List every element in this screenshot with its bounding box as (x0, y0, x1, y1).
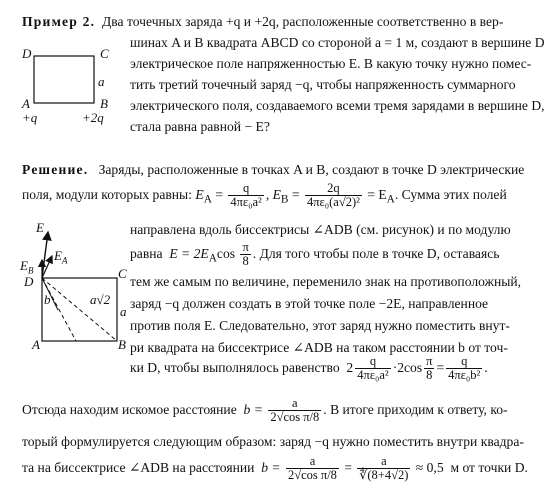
solution-line-6: заряд −q должен создать в этой точке поле −2E, направленное (130, 296, 489, 311)
eb-rhs: = E (367, 187, 387, 202)
example-text-line-2: шинах A и B квадрата ABCD со стороной a = 1 м, создают в вершине D (130, 35, 545, 50)
solution-heading-line (22, 162, 524, 178)
fig1-vertex-b: B (100, 96, 108, 111)
conclusion-line-3 (22, 450, 528, 486)
line-9-fraction-1 (355, 355, 390, 382)
solution-line-5: тем же самым по величине, переменило знак на противоположный, (130, 274, 522, 289)
line-4-cos: cos (216, 246, 236, 261)
eb-symbol: E (272, 187, 281, 202)
fig1-vertex-d: D (22, 46, 32, 61)
example-text-line-5: электрического поля, создаваемого всеми тремя зарядами в вершине D, (130, 98, 545, 113)
example-text-line-6: стала равна равной − E? (130, 119, 270, 134)
eb-den: 4πε₀(a√2)² (306, 195, 360, 210)
conclusion-line-1-pre: Отсюда находим искомое расстояние (22, 402, 237, 417)
conclusion-b-den: 2√cos π/8 (270, 410, 320, 425)
fig1-vertex-a: A (22, 96, 30, 111)
square-outline (34, 56, 94, 103)
eb-fraction (305, 182, 362, 209)
diagonal-db (42, 278, 117, 341)
line-9-f1-den: 4πε₀a² (357, 368, 389, 383)
line-4-pre: равна (130, 246, 163, 261)
line-4-frac-den: 8 (242, 254, 249, 269)
conclusion-line-1-tail: . В итоге приходим к ответу, ко- (323, 402, 508, 417)
eb-rhs-sub: A (386, 193, 395, 206)
conclusion-b-lhs: b = (243, 402, 263, 417)
solution-line-2-text: поля, модули которых равны: (22, 187, 192, 202)
ea-symbol: E (195, 187, 204, 202)
solution-line-2: поля, модули которых равны: $E_A$ = $\frac{q}{\text{4πε₀a²}}$ , $E_B$ = $\frac{2q}{\text{4πε₀(a√2)²}}$ = $E_A$. Сумма этих полей (22, 181, 507, 210)
answer-fraction-2 (357, 455, 410, 482)
conclusion-line-2: торый формулируется следующим образом: заряд −q нужно поместить внутри квадра- (22, 434, 524, 449)
fig2-vertex-c: C (118, 266, 127, 281)
conclusion-b-num: a (268, 397, 321, 411)
fig2-vertex-b: B (118, 337, 126, 352)
line-9-f3-num: q (446, 355, 482, 369)
conclusion-line-3-pre: та на биссектрисе ∠ADB на расстоянии (22, 460, 255, 475)
answer-f1-den: 2√cos π/8 (288, 468, 337, 483)
answer-fraction-1 (286, 455, 339, 482)
line-9-eq: = (436, 360, 445, 375)
example-heading: Пример 2. (22, 14, 96, 29)
solution-heading: Решение. (22, 162, 89, 177)
example-heading-line (22, 14, 503, 30)
fig2-label-eb (20, 258, 33, 276)
fig1-side-label: a (98, 74, 105, 89)
answer-eq: = (344, 460, 353, 475)
solution-line-8: ри квадрата на биссектрисе ∠ADB на таком расстоянии b от точ- (130, 340, 508, 355)
line-9-f1-num: q (355, 355, 390, 369)
fig2-label-ea-letter: E (54, 248, 62, 263)
line-9-coef: 2 (346, 360, 354, 375)
fig1-charge-b: +2q (82, 110, 104, 125)
eb-num: 2q (305, 182, 362, 196)
answer-f2-den: ∜(8+4√2) (359, 468, 409, 483)
fig2-label-eb-sub: B (27, 265, 34, 276)
vector-figure-2 (14, 222, 134, 360)
line-4-tail: . Для того чтобы поле в точке D, оставаясь (252, 246, 500, 261)
solution-line-9 (130, 352, 488, 384)
line-9-f3-den: 4πε₀b² (448, 368, 481, 383)
fig2-label-b: b (44, 292, 51, 307)
ea-num: q (228, 182, 263, 196)
solution-line-3: направлена вдоль биссектрисы ∠ADB (см. рисунок) и по модулю (130, 222, 511, 237)
answer-f2-num: a (357, 455, 410, 469)
solution-line-1: Заряды, расположенные в точках A и B, создают в точке D электрические (98, 162, 525, 177)
example-text-line-1: Два точечных заряда +q и +2q, расположенные соответственно в вер- (102, 14, 504, 29)
fig1-charge-a: +q (22, 110, 38, 125)
fig2-label-ea (54, 248, 67, 266)
line-4-fraction (240, 241, 250, 268)
conclusion-line-1 (22, 393, 508, 427)
answer-f1-num: a (286, 455, 339, 469)
fig2-label-side: a (120, 304, 127, 319)
conclusion-line-3-tail: м от точки D. (450, 460, 528, 475)
fig2-label-ea-sub: A (61, 255, 68, 266)
square-figure-1 (20, 44, 120, 134)
line-9-pre: ки D, чтобы выполнялось равенство (130, 360, 340, 375)
fig2-vertex-a: A (32, 337, 40, 352)
ea-den: 4πε₀a² (230, 195, 262, 210)
line-4-frac-num: π (242, 240, 249, 255)
solution-line-4 (130, 238, 499, 275)
fig2-label-e: E (36, 220, 44, 235)
line-9-tail: . (484, 360, 488, 375)
answer-approx: ≈ 0,5 (415, 460, 444, 475)
line-9-f2-den: 8 (426, 368, 433, 383)
solution-line-7: против поля E. Следовательно, этот заряд нужно поместить внут- (130, 318, 510, 333)
line-9-fraction-3 (446, 355, 482, 382)
line-4-formula: E = 2E (169, 246, 209, 261)
answer-b-lhs: b = (261, 460, 281, 475)
ea-fraction (228, 182, 263, 209)
example-text-line-4: тить третий точечный заряд −q, чтобы напряженность суммарного (130, 77, 516, 92)
fig2-vertex-d: D (24, 274, 34, 289)
line-4-sub: A (208, 252, 217, 265)
example-text-line-3: электрическое поле напряженностью E. В какую точку нужно помес- (130, 56, 532, 71)
solution-line-2-tail: . Сумма этих полей (394, 187, 507, 202)
conclusion-b-fraction (268, 397, 321, 424)
ea-sub: A (203, 193, 212, 206)
line-9-mid: ·2cos (392, 360, 423, 375)
line-9-f2-num: π (426, 354, 433, 369)
fig2-label-diag: a√2 (90, 292, 111, 307)
eb-sub: B (280, 193, 289, 206)
fig1-vertex-c: C (100, 46, 109, 61)
line-9-fraction-2 (424, 355, 434, 382)
fig2-label-eb-letter: E (20, 258, 28, 273)
